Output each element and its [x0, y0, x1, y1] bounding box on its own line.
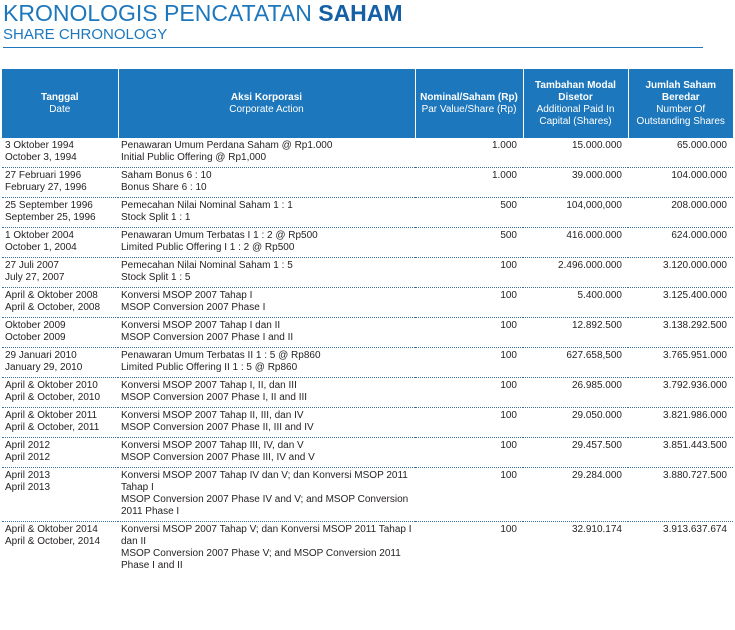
outstanding-shares-cell: 208.000.000 — [628, 198, 733, 228]
action-en: Stock Split 1 : 1 — [121, 212, 191, 223]
additional-paid-in-cell: 32.910.174 — [571, 524, 622, 535]
action-cell — [118, 138, 415, 168]
additional-paid-in-cell: 104,000,000 — [523, 198, 628, 228]
par-value-cell: 100 — [415, 318, 523, 348]
action-cell — [118, 378, 415, 408]
date-cell — [2, 438, 118, 468]
column-header-label: Aksi Korporasi — [230, 91, 303, 103]
column-header-outstanding-shares — [628, 69, 733, 138]
par-value-cell: 100 — [415, 438, 523, 468]
action-en: Bonus Share 6 : 10 — [121, 182, 207, 193]
additional-paid-in-cell: 5.400.000 — [523, 288, 628, 318]
outstanding-shares-cell: 3.138.292.500 — [628, 318, 733, 348]
table-row — [2, 522, 733, 576]
date-cell — [2, 228, 118, 258]
outstanding-shares-cell: 3.913.637.674 — [663, 524, 727, 535]
action-cell — [118, 168, 415, 198]
action-cell — [118, 438, 415, 468]
date-cell — [2, 138, 118, 168]
date-id: April & Oktober 2011 — [5, 410, 98, 421]
outstanding-shares-cell: 3.851.443.500 — [628, 438, 733, 468]
action-id: Pemecahan Nilai Nominal Saham 1 : 1 — [121, 200, 293, 211]
title-bold: SAHAM — [318, 0, 403, 26]
action-en: MSOP Conversion 2007 Phase III, IV and V — [121, 452, 315, 463]
date-en: April & October, 2014 — [5, 536, 101, 547]
date-id: 27 Juli 2007 — [5, 260, 59, 271]
action-en: Stock Split 1 : 5 — [121, 272, 191, 283]
par-value-cell: 100 — [415, 408, 523, 438]
additional-paid-in-cell: 2.496.000.000 — [523, 258, 628, 288]
action-id: Konversi MSOP 2007 Tahap I — [121, 290, 253, 301]
outstanding-shares-cell: 3.765.951.000 — [628, 348, 733, 378]
additional-paid-in-cell: 12.892.500 — [523, 318, 628, 348]
table-row — [2, 138, 733, 168]
action-en: MSOP Conversion 2007 Phase V; and MSOP Conversion 2011 Phase I and II — [121, 548, 401, 571]
table-body — [2, 138, 733, 575]
date-cell — [2, 168, 118, 198]
date-en: April & October, 2008 — [5, 302, 101, 313]
column-header-sublabel: Date — [49, 103, 71, 115]
par-value-cell: 1.000 — [415, 138, 523, 168]
additional-paid-in-cell: 627.658,500 — [523, 348, 628, 378]
date-id: April 2012 — [5, 440, 51, 451]
date-en: September 25, 1996 — [5, 212, 96, 223]
par-value-cell: 100 — [415, 378, 523, 408]
action-cell — [118, 468, 415, 522]
action-en: MSOP Conversion 2007 Phase IV and V; and MSOP Conversion 2011 Phase I — [121, 494, 409, 517]
date-cell — [2, 378, 118, 408]
action-en: MSOP Conversion 2007 Phase I, II and III — [121, 392, 308, 403]
date-en: July 27, 2007 — [5, 272, 65, 283]
column-header-label: Jumlah Saham Beredar — [645, 79, 717, 103]
table-row — [2, 258, 733, 288]
action-id: Saham Bonus 6 : 10 — [121, 170, 212, 181]
action-id: Penawaran Umum Terbatas I 1 : 2 @ Rp500 — [121, 230, 318, 241]
outstanding-shares-cell: 3.120.000.000 — [628, 258, 733, 288]
action-en: MSOP Conversion 2007 Phase I — [121, 302, 266, 313]
date-id: April & Oktober 2010 — [5, 380, 98, 391]
date-en: April & October, 2010 — [5, 392, 101, 403]
date-cell — [2, 288, 118, 318]
action-id: Pemecahan Nilai Nominal Saham 1 : 5 — [121, 260, 293, 271]
column-header-sublabel: Corporate Action — [229, 103, 304, 115]
date-en: January 29, 2010 — [5, 362, 83, 373]
date-cell — [2, 408, 118, 438]
par-value-cell: 100 — [500, 524, 517, 535]
page-subtitle: SHARE CHRONOLOGY — [3, 26, 168, 43]
column-header-label: Nominal/Saham (Rp) — [420, 91, 518, 103]
date-en: October 1, 2004 — [5, 242, 77, 253]
additional-paid-in-cell: 39.000.000 — [523, 168, 628, 198]
date-id: 1 Oktober 2004 — [5, 230, 74, 241]
column-header-date — [2, 69, 118, 138]
par-value-cell: 100 — [415, 348, 523, 378]
column-header-sublabel: Number Of Outstanding Shares — [636, 103, 725, 127]
column-header-additional-paid-in — [523, 69, 628, 138]
column-header-label: Tanggal — [40, 91, 79, 103]
date-en: April & October, 2011 — [5, 422, 100, 433]
table-row — [2, 468, 733, 522]
additional-paid-in-cell: 15.000.000 — [523, 138, 628, 168]
column-header-sublabel: Additional Paid In Capital (Shares) — [536, 103, 615, 127]
date-cell — [2, 198, 118, 228]
table-row — [2, 228, 733, 258]
date-id: 25 September 1996 — [5, 200, 93, 211]
action-id: Konversi MSOP 2007 Tahap III, IV, dan V — [121, 440, 304, 451]
date-id: 27 Februari 1996 — [5, 170, 82, 181]
action-cell — [118, 228, 415, 258]
date-en: April 2013 — [5, 482, 51, 493]
par-value-cell: 100 — [415, 468, 523, 522]
additional-paid-in-cell: 26.985.000 — [523, 378, 628, 408]
par-value-cell: 500 — [415, 228, 523, 258]
date-id: April 2013 — [5, 470, 51, 481]
date-en: October 2009 — [5, 332, 66, 343]
date-cell — [2, 258, 118, 288]
table-row — [2, 408, 733, 438]
date-id: 29 Januari 2010 — [5, 350, 77, 361]
action-cell — [118, 198, 415, 228]
date-id: 3 Oktober 1994 — [5, 140, 74, 151]
action-id: Penawaran Umum Perdana Saham @ Rp1.000 — [121, 140, 333, 151]
additional-paid-in-cell: 29.457.500 — [523, 438, 628, 468]
additional-paid-in-cell: 416.000.000 — [523, 228, 628, 258]
action-cell — [118, 348, 415, 378]
date-cell — [2, 468, 118, 522]
table-row — [2, 318, 733, 348]
outstanding-shares-cell: 3.821.986.000 — [628, 408, 733, 438]
date-id: April & Oktober 2008 — [5, 290, 98, 301]
outstanding-shares-cell: 624.000.000 — [628, 228, 733, 258]
table-row — [2, 198, 733, 228]
table-header — [2, 69, 733, 138]
par-value-cell: 500 — [415, 198, 523, 228]
column-header-corporate-action — [118, 69, 415, 138]
date-id: Oktober 2009 — [5, 320, 66, 331]
outstanding-shares-cell: 3.792.936.000 — [628, 378, 733, 408]
action-en: Limited Public Offering II 1 : 5 @ Rp860 — [121, 362, 298, 373]
par-value-cell: 100 — [415, 258, 523, 288]
action-cell — [118, 522, 415, 576]
date-id: April & Oktober 2014 — [5, 524, 98, 535]
action-id: Konversi MSOP 2007 Tahap I, II, dan III — [121, 380, 297, 391]
date-en: October 3, 1994 — [5, 152, 77, 163]
date-cell — [2, 348, 118, 378]
action-cell — [118, 258, 415, 288]
action-id: Konversi MSOP 2007 Tahap V; dan Konversi MSOP 2011 Tahap I dan II — [121, 524, 412, 547]
additional-paid-in-cell: 29.050.000 — [523, 408, 628, 438]
outstanding-shares-cell: 3.880.727.500 — [628, 468, 733, 522]
action-en: Limited Public Offering I 1 : 2 @ Rp500 — [121, 242, 295, 253]
additional-paid-in-cell: 29.284.000 — [523, 468, 628, 522]
title-regular: KRONOLOGIS PENCATATAN — [3, 0, 312, 26]
action-id: Konversi MSOP 2007 Tahap I dan II — [121, 320, 281, 331]
action-cell — [118, 318, 415, 348]
par-value-cell: 1.000 — [415, 168, 523, 198]
header-rule — [3, 47, 703, 48]
outstanding-shares-cell: 104.000.000 — [628, 168, 733, 198]
page-header — [3, 0, 703, 44]
table-row — [2, 348, 733, 378]
action-en: MSOP Conversion 2007 Phase I and II — [121, 332, 294, 343]
outstanding-shares-cell: 65.000.000 — [628, 138, 733, 168]
column-header-sublabel: Par Value/Share (Rp) — [421, 103, 517, 115]
table-row — [2, 438, 733, 468]
action-en: MSOP Conversion 2007 Phase II, III and IV — [121, 422, 314, 433]
page-title — [3, 0, 703, 26]
action-cell — [118, 408, 415, 438]
date-en: April 2012 — [5, 452, 51, 463]
table-row — [2, 288, 733, 318]
par-value-cell: 100 — [415, 288, 523, 318]
action-id: Konversi MSOP 2007 Tahap IV dan V; dan Konversi MSOP 2011 Tahap I — [121, 470, 408, 493]
date-cell — [2, 318, 118, 348]
date-cell — [2, 522, 118, 576]
date-en: February 27, 1996 — [5, 182, 87, 193]
column-header-label: Tambahan Modal Disetor — [535, 79, 616, 103]
action-en: Initial Public Offering @ Rp1,000 — [121, 152, 267, 163]
action-cell — [118, 288, 415, 318]
table-row — [2, 378, 733, 408]
action-id: Penawaran Umum Terbatas II 1 : 5 @ Rp860 — [121, 350, 321, 361]
outstanding-shares-cell: 3.125.400.000 — [628, 288, 733, 318]
share-chronology-table — [2, 69, 733, 575]
table-row — [2, 168, 733, 198]
column-header-par-value — [415, 69, 523, 138]
action-id: Konversi MSOP 2007 Tahap II, III, dan IV — [121, 410, 304, 421]
